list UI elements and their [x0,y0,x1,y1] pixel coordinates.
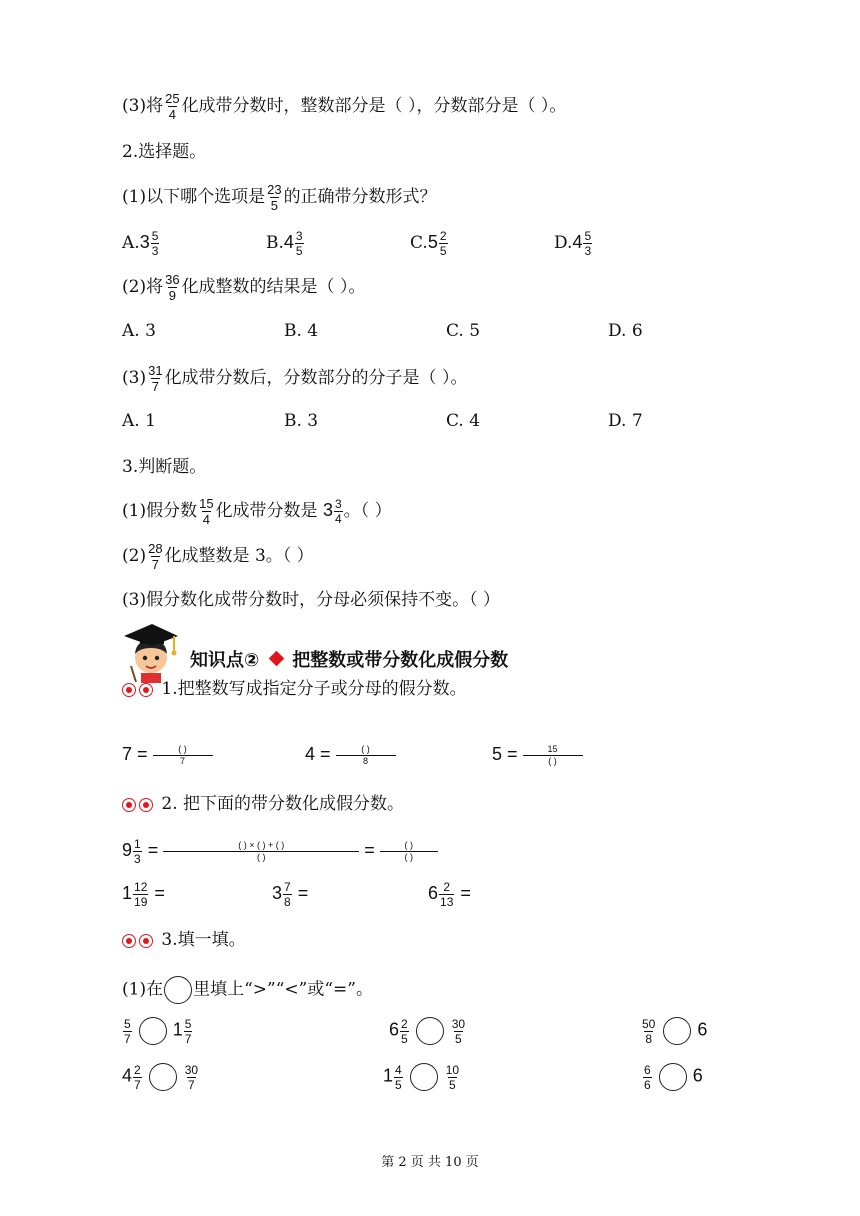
section-3-title: 3.判断题。 [122,457,207,477]
option-d: D.4 $\frac{5}{3}$ [554,229,592,258]
knowledge-title: 把整数或带分数化成假分数 [292,650,509,671]
fraction: $\frac{50}{8}$ [642,1016,656,1046]
option-b: B. 3 [284,411,319,431]
fraction: $\frac{1}{3}$ [134,837,141,866]
fraction: ( ) ( ) [381,841,437,862]
fraction: $\frac{5}{3}$ [584,229,592,258]
fraction: $\frac{4}{5}$ [395,1062,402,1092]
target-bullet-icon [139,798,153,812]
fraction: $\frac{12}{19}$ [134,880,148,909]
exercise-2-title: 2. 把下面的带分数化成假分数。 [122,792,404,816]
fraction: $\frac{23}{5}$ [267,182,282,213]
fraction: $\frac{3}{4}$ [334,497,342,526]
compare-item: 4 $\frac{2}{7}$ $\frac{30}{7}$ [122,1062,199,1092]
q2-2: (2)将 $\frac{36}{9}$ 化成整数的结果是（ ）。 [122,272,366,303]
fraction: $\frac{5}{7}$ [184,1016,192,1046]
option-d: D. 7 [608,411,643,431]
target-bullet-icon [122,934,136,948]
section-2-title: 2.选择题。 [122,142,207,162]
fraction: $\frac{5}{3}$ [151,229,159,258]
compare-item: 1 $\frac{4}{5}$ $\frac{10}{5}$ [383,1062,460,1092]
fraction: $\frac{2}{5}$ [401,1016,408,1046]
compare-circle[interactable] [663,1017,691,1045]
page-footer: 第 2 页 共 10 页 [381,1155,479,1170]
fraction: $\frac{2}{5}$ [439,229,447,258]
option-c: C. 4 [446,411,481,431]
scholar-mascot-icon [122,618,180,684]
blank-circle-icon [164,976,192,1004]
integer-fraction-item: 5 = 15 ( ) [492,742,583,767]
option-c: C.5 $\frac{2}{5}$ [410,229,447,258]
fraction: $\frac{10}{5}$ [445,1062,460,1092]
fraction: $\frac{25}{4}$ [165,91,180,122]
q2-3: (3) $\frac{31}{7}$ 化成带分数后，分数部分的分子是（ ）。 [122,363,468,394]
fraction: $\frac{30}{5}$ [451,1016,466,1046]
fraction: 15 ( ) [524,745,582,766]
option-b: B. 4 [284,321,319,341]
fraction: $\frac{2}{13}$ [440,880,454,909]
fraction: ( ) 8 [337,745,395,766]
target-bullet-icon [139,934,153,948]
integer-fraction-item: 7 = ( ) 7 [122,742,213,767]
compare-circle[interactable] [139,1017,167,1045]
option-d: D. 6 [608,321,643,341]
exercise-1-title: 1.把整数写成指定分子或分母的假分数。 [122,677,467,701]
compare-circle[interactable] [416,1017,444,1045]
mixed-item: 3 $\frac{7}{8}$ = [272,880,309,909]
mixed-item: 1 $\frac{12}{19}$ = [122,880,165,909]
option-b: B.4 $\frac{3}{5}$ [266,229,303,258]
fraction: $\frac{5}{7}$ [124,1016,131,1046]
mixed-item: 6 $\frac{2}{13}$ = [428,880,471,909]
compare-item: 6 $\frac{2}{5}$ $\frac{30}{5}$ [389,1016,466,1046]
target-bullet-icon [122,683,136,697]
q1-3: (3)将 $\frac{25}{4}$ 化成带分数时，整数部分是（ ），分数部分是（ ）。 [122,91,567,122]
compare-item: $\frac{50}{8}$ 6 [642,1016,708,1046]
option-a: A. 3 [122,321,156,341]
fraction: $\frac{28}{7}$ [148,541,163,572]
compare-circle[interactable] [659,1063,687,1091]
fraction: $\frac{30}{7}$ [184,1062,199,1092]
fraction: $\frac{7}{8}$ [284,880,291,909]
exercise-3-instruction: (1)在 里填上“>”“<”或“=”。 [122,976,373,1004]
knowledge-label: 知识点② [190,650,260,671]
target-bullet-icon [139,683,153,697]
knowledge-header [122,618,722,684]
fraction: $\frac{31}{7}$ [148,363,163,394]
q3-1: (1)假分数 $\frac{15}{4}$ 化成带分数是 3 $\frac{3}{4}$ 。（ ） [122,496,392,527]
q2-1: (1)以下哪个选项是 $\frac{23}{5}$ 的正确带分数形式？ [122,182,437,213]
fraction: $\frac{36}{9}$ [165,272,180,303]
compare-circle[interactable] [149,1063,177,1091]
mixed-example: 9 $\frac{1}{3}$ = ( ) × ( ) + ( ) ( ) = ( ) ( ) [122,838,438,865]
q3-3: (3)假分数化成带分数时，分母必须保持不变。（ ） [122,590,500,610]
fraction: ( ) × ( ) + ( ) ( ) [164,841,358,862]
option-a: A.3 $\frac{5}{3}$ [122,229,159,258]
exercise-3-title: 3.填一填。 [122,928,246,952]
fraction: $\frac{2}{7}$ [134,1062,141,1092]
compare-item: $\frac{6}{6}$ 6 [644,1062,703,1092]
compare-item: $\frac{5}{7}$ 1 $\frac{5}{7}$ [124,1016,192,1046]
q3-2: (2) $\frac{28}{7}$ 化成整数是 3。（ ） [122,541,314,572]
integer-fraction-item: 4 = ( ) 8 [305,742,396,767]
fraction: $\frac{15}{4}$ [199,496,214,527]
fraction: $\frac{3}{5}$ [295,229,303,258]
option-a: A. 1 [122,411,156,431]
fraction: ( ) 7 [154,745,212,766]
fraction: $\frac{6}{6}$ [644,1062,651,1092]
target-bullet-icon [122,798,136,812]
option-c: C. 5 [446,321,481,341]
compare-circle[interactable] [410,1063,438,1091]
diamond-icon [269,651,285,667]
